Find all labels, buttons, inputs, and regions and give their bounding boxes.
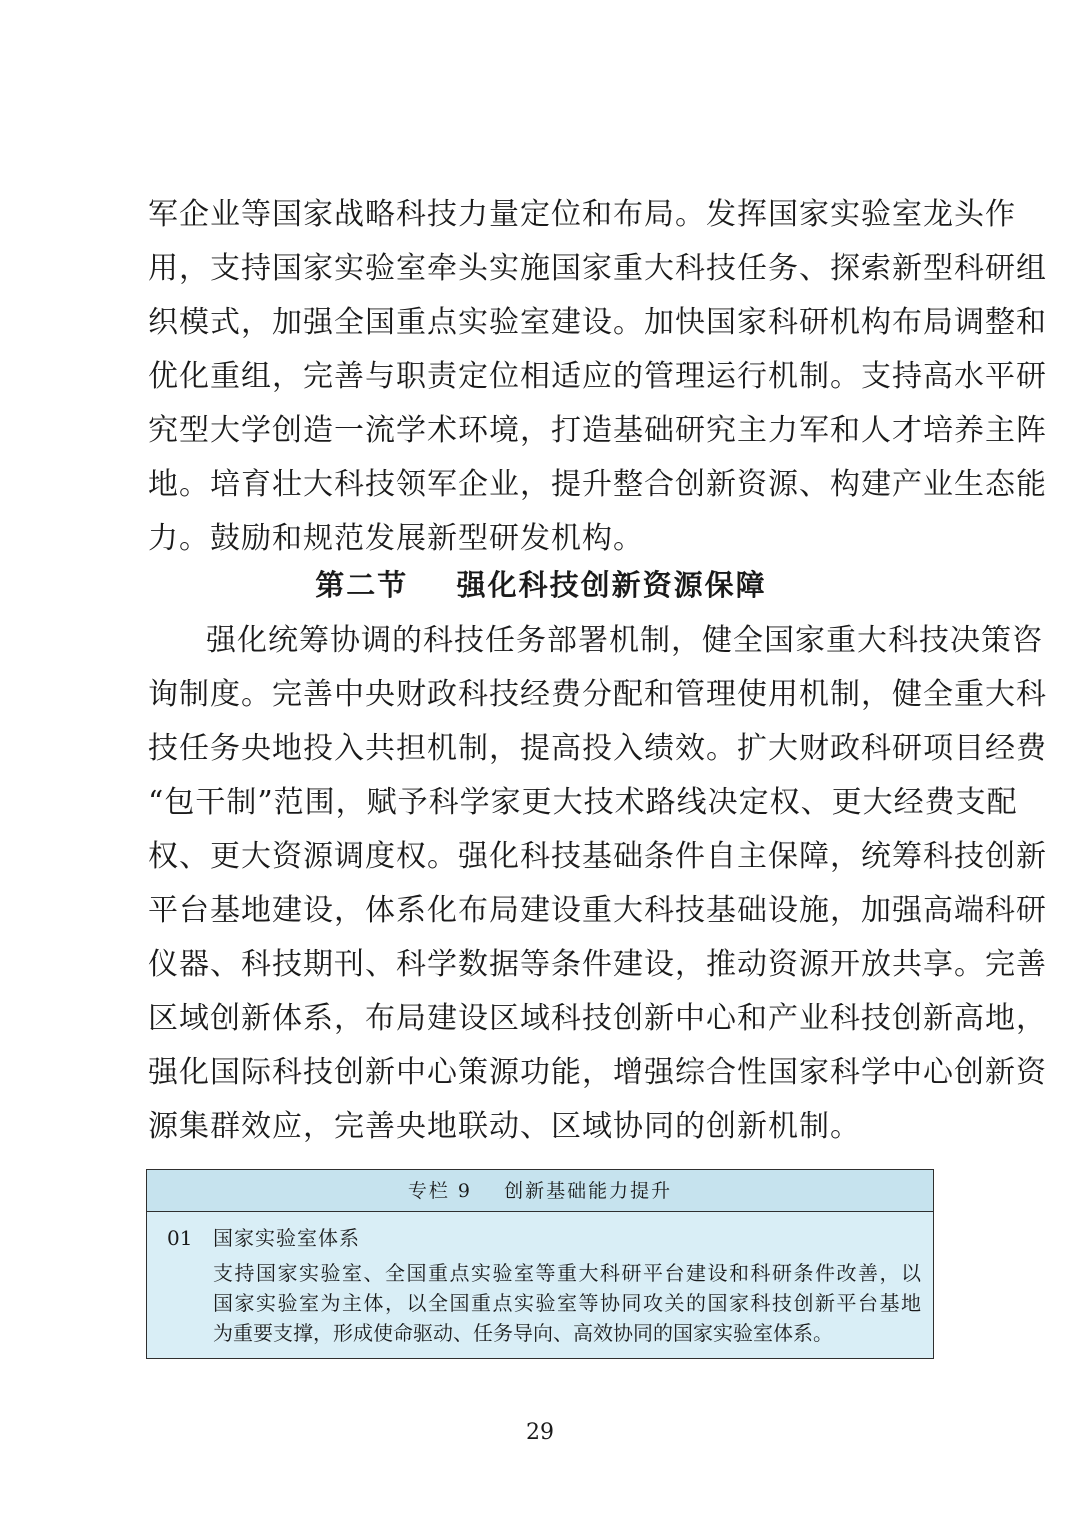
section-heading: 第二节 强化科技创新资源保障 [315,568,767,602]
paragraph-line: 权、更大资源调度权。强化科技基础条件自主保障，统筹科技创新 [148,839,1047,874]
column-box-title: 专栏 9 创新基础能力提升 [147,1170,933,1212]
paragraph-line: 织模式，加强全国重点实验室建设。加快国家科研机构布局调整和 [148,305,1047,340]
paragraph-line: 技任务央地投入共担机制，提高投入绩效。扩大财政科研项目经费 [148,731,1047,766]
paragraph-line: “包干制”范围，赋予科学家更大技术路线决定权、更大经费支配 [148,785,1018,820]
paragraph-line: 力。鼓励和规范发展新型研发机构。 [148,521,644,556]
column-item-title: 国家实验室体系 [213,1226,360,1250]
paragraph-line: 优化重组，完善与职责定位相适应的管理运行机制。支持高水平研 [148,359,1047,394]
paragraph-line: 地。培育壮大科技领军企业，提升整合创新资源、构建产业生态能 [148,467,1047,502]
paragraph-line: 平台基地建设，体系化布局建设重大科技基础设施，加强高端科研 [148,893,1047,928]
paragraph-line: 询制度。完善中央财政科技经费分配和管理使用机制，健全重大科 [148,677,1047,712]
paragraph-line: 仪器、科技期刊、科学数据等条件建设，推动资源开放共享。完善 [148,947,1047,982]
paragraph-line: 用，支持国家实验室牵头实施国家重大科技任务、探索新型科研组 [148,251,1047,286]
paragraph-line: 究型大学创造一流学术环境，打造基础研究主力军和人才培养主阵 [148,413,1047,448]
paragraph-line: 区域创新体系，布局建设区域科技创新中心和产业科技创新高地， [148,1001,1047,1036]
paragraph-line: 军企业等国家战略科技力量定位和布局。发挥国家实验室龙头作 [148,197,1016,232]
paragraph-line: 强化统筹协调的科技任务部署机制，健全国家重大科技决策咨 [206,623,1043,658]
column-item-number: 01 [167,1226,193,1250]
paragraph-line: 源集群效应，完善央地联动、区域协同的创新机制。 [148,1109,861,1144]
column-item-line: 支持国家实验室、全国重点实验室等重大科研平台建设和科研条件改善，以 [213,1261,921,1285]
paragraph-line: 强化国际科技创新中心策源功能，增强综合性国家科学中心创新资 [148,1055,1047,1090]
column-item-line: 国家实验室为主体，以全国重点实验室等协同攻关的国家科技创新平台基地 [213,1291,921,1315]
page-number: 29 [526,1420,554,1445]
column-box [146,1169,934,1359]
column-item-line: 为重要支撑，形成使命驱动、任务导向、高效协同的国家实验室体系。 [213,1321,833,1345]
